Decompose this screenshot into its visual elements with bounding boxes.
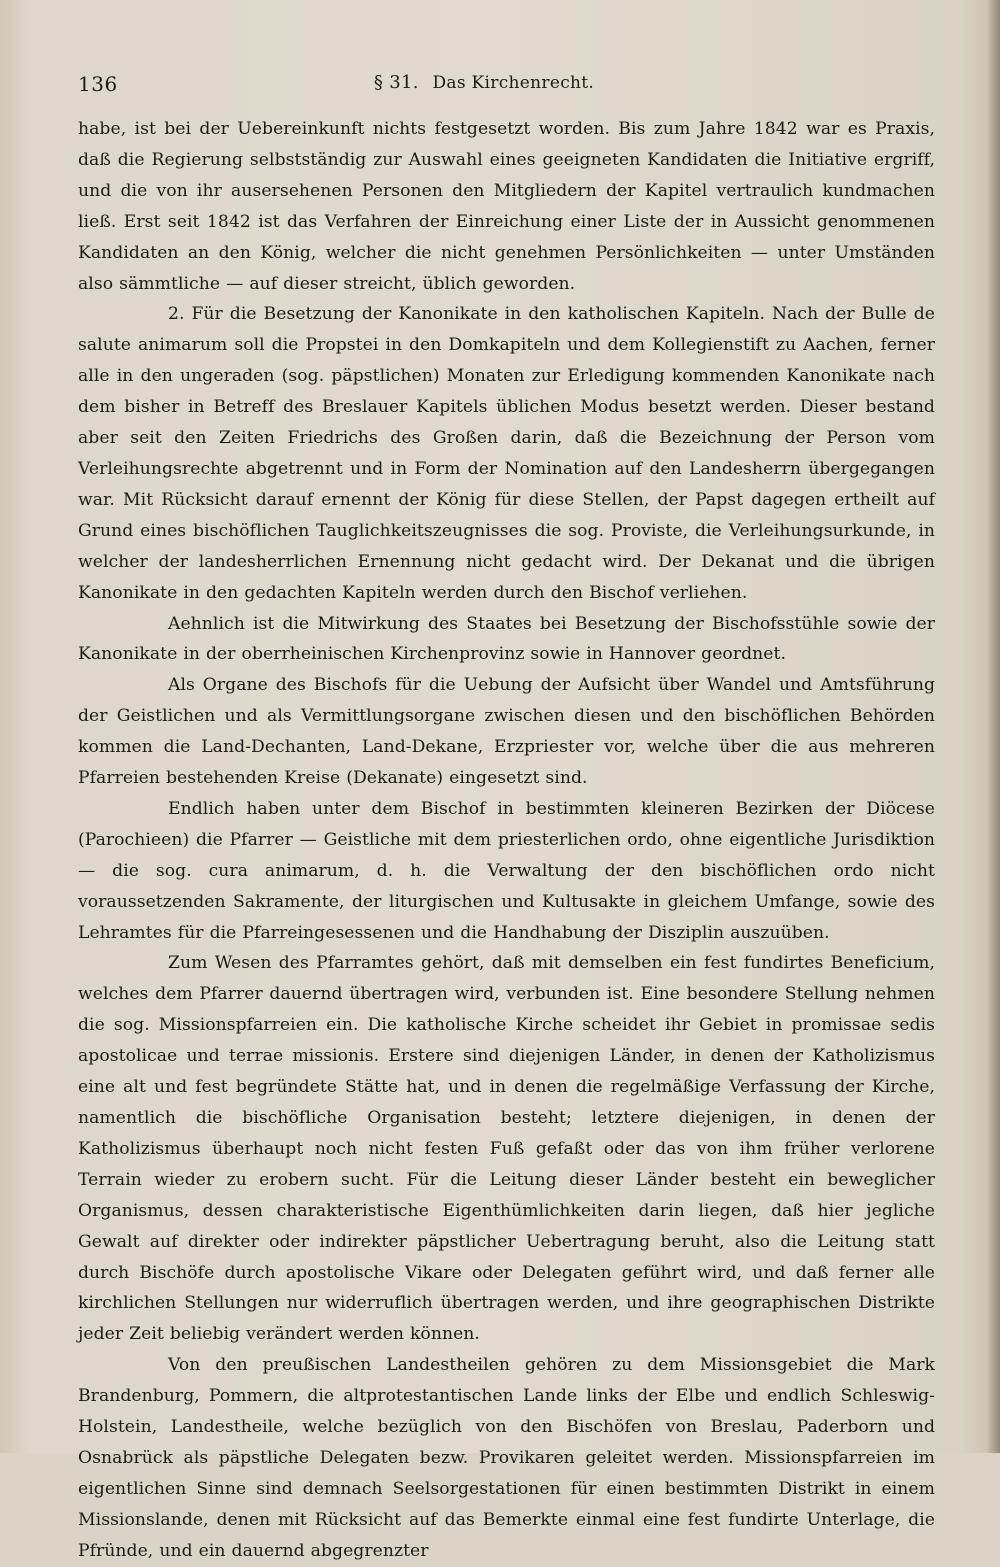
paragraph-parish-priests: Endlich haben unter dem Bischof in bestimmten kleineren Bezirken der Diöcese (Parochieen) die Pfarrer — Geistliche mit dem priesterlichen ordo, ohne eigentliche Jurisdiktion — die sog. cura animarum, d. h. die Verwaltung der den bischöflichen ordo nicht voraussetzenden Sakramente, der liturgischen und Kultusakte in gleichem Umfange, sowie des Lehramtes für die Pfarreingesessenen und die Handhabung der Disziplin auszuüben. [78,798,935,943]
paragraph-upper-rhine: Aehnlich ist die Mitwirkung des Staates bei Besetzung der Bischofsstühle sowie der Kanonikate in der oberrheinischen Kirchenprovinz sowie in Hannover geordnet. [78,613,935,665]
page-number: 136 [78,72,118,96]
section-title: Das Kirchenrecht. [432,73,595,93]
body-text [78,114,935,1567]
running-header [78,72,934,104]
paragraph-mission-territories: Von den preußischen Landestheilen gehören zu dem Missionsgebiet die Mark Brandenburg, Pommern, die altprotestantischen Lande links der Elbe und endlich Schleswig-Holstein, Landestheile, welche bezüglich von den Bischöfen von Breslau, Paderborn und Osnabrück als päpstliche Delegaten bezw. Provikaren geleitet werden. Missionspfarreien im eigentlichen Sinne sind demnach Seelsorgestationen für einen bestimmten Distrikt in einem Missionslande, denen mit Rücksicht auf das Bemerkte einmal eine fest fundirte Unterlage, die Pfründe, und ein dauernd abgegrenzter [78,1355,935,1561]
paragraph-continued: habe, ist bei der Uebereinkunft nichts festgesetzt worden. Bis zum Jahre 1842 war es Praxis, daß die Regierung selbstständig zur Auswahl eines geeigneten Kandidaten die Initiative ergriff, und die von ihr ausersehenen Personen den Mitgliedern der Kapitel vertraulich kundmachen ließ. Erst seit 1842 ist das Verfahren der Einreichung einer Liste der in Aussicht genommenen Kandidaten an den König, welcher die nicht genehmen Persönlichkeiten — unter Umständen also sämmtliche — auf dieser streicht, üblich geworden. [78,119,935,294]
paragraph-deans: Als Organe des Bischofs für die Uebung der Aufsicht über Wandel und Amtsführung der Geistlichen und als Vermittlungsorgane zwischen diesen und den bischöflichen Behörden kommen die Land-Dechanten, Land-Dekane, Erzpriester vor, welche über die aus mehreren Pfarreien bestehenden Kreise (Dekanate) eingesetzt sind. [78,675,935,789]
paragraph-canonries: 2. Für die Besetzung der Kanonikate in den katholischen Kapiteln. Nach der Bulle de salute animarum soll die Propstei in den Domkapiteln und dem Kollegienstift zu Aachen, ferner alle in den ungeraden (sog. päpstlichen) Monaten zur Erledigung kommenden Kanonikate nach dem bisher in Betreff des Breslauer Kapitels üblichen Modus besetzt werden. Dieser bestand aber seit den Zeiten Friedrichs des Großen darin, daß die Bezeichnung der Person vom Verleihungsrechte abgetrennt und in Form der Nomination auf den Landesherrn übergegangen war. Mit Rücksicht darauf ernennt der König für diese Stellen, der Papst dagegen ertheilt auf Grund eines bischöflichen Tauglichkeitszeugnisses die sog. Proviste, die Verleihungsurkunde, in welcher der landesherrlichen Ernennung nicht gedacht wird. Der Dekanat und die übrigen Kanonikate in den gedachten Kapiteln werden durch den Bischof verliehen. [78,304,935,603]
running-title [56,72,912,93]
paragraph-pastoral-office: Zum Wesen des Pfarramtes gehört, daß mit demselben ein fest fundirtes Beneficium, welches dem Pfarrer dauernd übertragen wird, verbunden ist. Eine besondere Stellung nehmen die sog. Missionspfarreien ein. Die katholische Kirche scheidet ihr Gebiet in promissae sedis apostolicae und terrae missionis. Erstere sind diejenigen Länder, in denen der Katholizismus eine alt und fest begründete Stätte hat, und in denen die regelmäßige Verfassung der Kirche, namentlich die bischöfliche Organisation besteht; letztere diejenigen, in denen der Katholizismus überhaupt noch nicht festen Fuß gefaßt oder das von ihm früher verlorene Terrain wieder zu erobern sucht. Für die Leitung dieser Länder besteht ein beweglicher Organismus, dessen charakteristische Eigenthümlichkeiten darin liegen, daß hier jegliche Gewalt auf direkter oder indirekter päpstlicher Uebertragung beruht, also die Leitung statt durch Bischöfe durch apostolische Vikare oder Delegaten geführt wird, und daß ferner alle kirchlichen Stellungen nur widerruflich übertragen werden, und ihre geographischen Distrikte jeder Zeit beliebig verändert werden können. [78,953,935,1345]
section-number: § 31. [373,72,419,93]
